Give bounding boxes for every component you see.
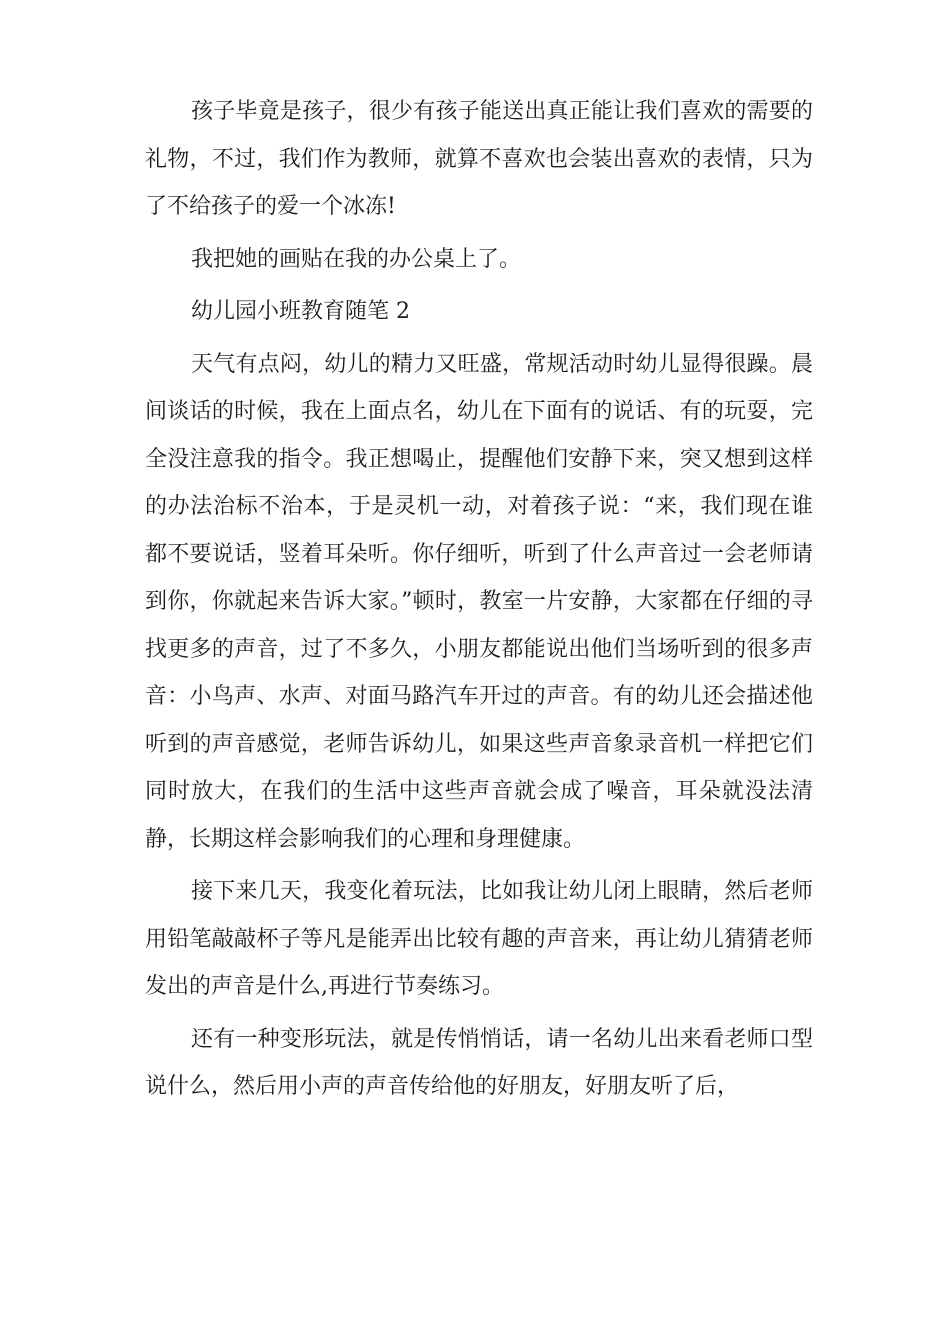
paragraph-gift-reflection: 孩子毕竟是孩子，很少有孩子能送出真正能让我们喜欢的需要的礼物，不过，我们作为教师，就算不喜欢也会装出喜欢的表情，只为了不给孩子的爱一个冰冻! (145, 99, 813, 219)
paragraph-drawing-on-desk: 我把她的画贴在我的办公桌上了。 (191, 246, 522, 272)
document-body (145, 88, 813, 1116)
paragraph-whisper-game: 还有一种变形玩法，就是传悄悄话，请一名幼儿出来看老师口型说什么，然后用小声的声音传给他的好朋友，好朋友听了后， (145, 1026, 813, 1099)
section-heading: 幼儿园小班教育随笔 2 (191, 299, 410, 324)
paragraph-variation-play: 接下来几天，我变化着玩法，比如我让幼儿闭上眼睛，然后老师用铅笔敲敲杯子等凡是能弄出比较有趣的声音来，再让幼儿猜猜老师发出的声音是什么,再进行节奏练习。 (145, 879, 813, 999)
paragraph-listening-activity: 天气有点闷，幼儿的精力又旺盛，常规活动时幼儿显得很躁。晨间谈话的时候，我在上面点名，幼儿在下面有的说话、有的玩耍，完全没注意我的指令。我正想喝止，提醒他们安静下来，突又想到这样的办法治标不治本，于是灵机一动，对着孩子说：“来，我们现在谁都不要说话，竖着耳朵听。你仔细听，听到了什么声音过一会老师请到你，你就起来告诉大家。”顿时，教室一片安静，大家都在仔细的寻找更多的声音，过了不多久，小朋友都能说出他们当场听到的很多声音：小鸟声、水声、对面马路汽车开过的声音。有的幼儿还会描述他听到的声音感觉，老师告诉幼儿，如果这些声音象录音机一样把它们同时放大，在我们的生活中这些声音就会成了噪音，耳朵就没法清静，长期这样会影响我们的心理和身理健康。 (145, 351, 813, 852)
